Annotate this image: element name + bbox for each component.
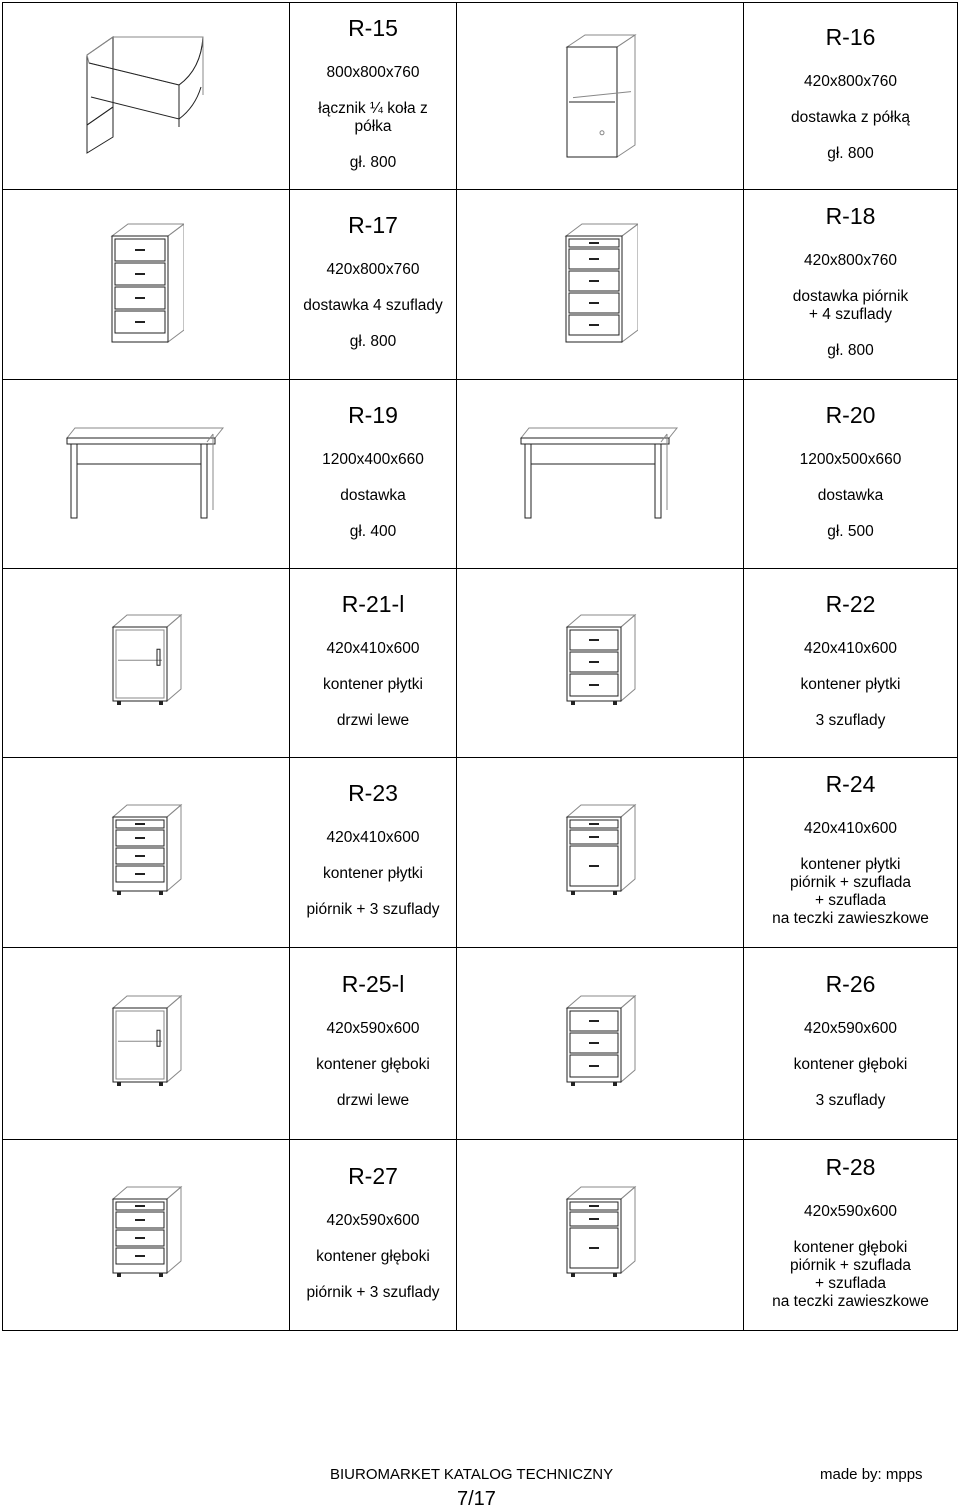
product-description bbox=[323, 865, 423, 883]
product-detail: 3 szuflady bbox=[815, 711, 886, 729]
product-info bbox=[290, 1140, 456, 1330]
product-code: R-22 bbox=[825, 590, 876, 617]
product-description bbox=[801, 676, 901, 694]
product-dimensions: 420x410x600 bbox=[803, 820, 898, 837]
pencil-four-drawer-extension-icon bbox=[562, 222, 638, 348]
three-drawer-container-icon bbox=[563, 613, 637, 713]
product-detail: gł. 800 bbox=[827, 342, 874, 359]
description-line: dostawka piórnik bbox=[792, 288, 909, 305]
product-drawing bbox=[457, 380, 743, 568]
product-info bbox=[290, 3, 456, 189]
desk-extension-icon bbox=[517, 424, 683, 524]
product-dimensions: 420x800x760 bbox=[326, 261, 420, 278]
description-line: kontener głęboki bbox=[793, 1238, 908, 1256]
page-number: 7/17 bbox=[457, 1488, 496, 1510]
product-info bbox=[744, 948, 957, 1139]
product-description bbox=[316, 1056, 430, 1074]
product-dimensions: 420x590x600 bbox=[326, 1020, 420, 1037]
product-drawing bbox=[457, 758, 743, 947]
catalog-name: BIUROMARKET KATALOG TECHNICZNY bbox=[330, 1466, 614, 1483]
product-description bbox=[323, 676, 423, 694]
product-description bbox=[340, 487, 405, 505]
product-drawing bbox=[3, 948, 289, 1139]
product-detail: gł. 800 bbox=[827, 144, 874, 162]
product-info bbox=[744, 380, 957, 568]
product-dimensions: 420x800x760 bbox=[803, 72, 898, 90]
pencil-three-drawer-container-icon bbox=[109, 803, 183, 903]
product-code: R-20 bbox=[825, 401, 876, 428]
door-container-icon bbox=[109, 994, 183, 1094]
product-drawing bbox=[457, 1140, 743, 1330]
product-info bbox=[290, 190, 456, 379]
product-code: R-27 bbox=[348, 1162, 398, 1189]
product-dimensions: 420x590x600 bbox=[803, 1020, 898, 1037]
product-code: R-19 bbox=[348, 401, 398, 428]
product-dimensions: 420x590x600 bbox=[803, 1202, 898, 1220]
description-line: na teczki zawieszkowe bbox=[772, 910, 929, 927]
product-drawing bbox=[3, 380, 289, 568]
product-drawing bbox=[457, 3, 743, 189]
table-rule bbox=[957, 2, 958, 1331]
product-dimensions: 420x800x760 bbox=[803, 252, 898, 269]
product-dimensions: 420x410x600 bbox=[803, 639, 898, 657]
product-info bbox=[744, 569, 957, 757]
description-line: + szuflada bbox=[814, 1274, 887, 1292]
desk-extension-icon bbox=[63, 424, 229, 524]
product-description bbox=[316, 1248, 430, 1266]
shelf-extension-icon bbox=[563, 33, 637, 159]
description-line: + szuflada bbox=[814, 892, 887, 909]
product-info bbox=[744, 1140, 957, 1330]
description-line: piórnik + szuflada bbox=[789, 874, 912, 891]
product-description bbox=[303, 297, 443, 315]
description-line: kontener płytki bbox=[323, 675, 423, 693]
description-line: dostawka 4 szuflady bbox=[303, 297, 443, 314]
product-description bbox=[791, 109, 910, 127]
product-description bbox=[818, 487, 883, 505]
author-credit: made by: mpps bbox=[820, 1466, 923, 1483]
product-detail: gł. 800 bbox=[349, 153, 397, 171]
product-code: R-18 bbox=[825, 203, 876, 229]
product-detail: gł. 800 bbox=[349, 333, 397, 350]
product-code: R-26 bbox=[825, 971, 876, 997]
product-code: R-17 bbox=[348, 212, 398, 238]
description-line: półka bbox=[354, 117, 392, 135]
description-line: na teczki zawieszkowe bbox=[772, 1292, 929, 1310]
product-code: R-16 bbox=[825, 23, 876, 50]
description-line: dostawka bbox=[340, 486, 406, 504]
description-line: kontener płytki bbox=[323, 865, 423, 882]
description-line: łącznik ¼ koła z bbox=[318, 99, 428, 117]
product-detail: gł. 500 bbox=[827, 522, 874, 540]
product-dimensions: 420x410x600 bbox=[326, 829, 420, 846]
product-code: R-21-l bbox=[341, 590, 405, 617]
table-rule bbox=[2, 1330, 958, 1331]
product-dimensions: 420x590x600 bbox=[326, 1211, 420, 1229]
file-drawer-container-icon bbox=[563, 1185, 637, 1285]
pencil-three-drawer-container-icon bbox=[109, 1185, 183, 1285]
description-line: piórnik + szuflada bbox=[789, 1256, 912, 1274]
product-drawing bbox=[457, 569, 743, 757]
corner-shelf-icon bbox=[83, 33, 209, 159]
product-detail: piórnik + 3 szuflady bbox=[306, 1283, 440, 1301]
product-detail: gł. 400 bbox=[349, 522, 397, 540]
product-info bbox=[290, 948, 456, 1139]
product-info bbox=[744, 190, 957, 379]
product-description bbox=[794, 1056, 908, 1074]
product-drawing bbox=[457, 190, 743, 379]
product-info bbox=[744, 3, 957, 189]
product-drawing bbox=[3, 569, 289, 757]
product-dimensions: 800x800x760 bbox=[326, 63, 420, 81]
product-dimensions: 420x410x600 bbox=[326, 639, 420, 657]
description-line: dostawka z półką bbox=[791, 108, 910, 126]
product-info bbox=[290, 380, 456, 568]
description-line: + 4 szuflady bbox=[808, 306, 893, 323]
description-line: kontener głęboki bbox=[316, 1247, 430, 1265]
product-description bbox=[793, 288, 908, 324]
product-drawing bbox=[3, 1140, 289, 1330]
four-drawer-extension-icon bbox=[108, 222, 184, 348]
description-line: kontener głęboki bbox=[793, 1056, 908, 1073]
product-code: R-24 bbox=[825, 771, 876, 797]
product-description bbox=[318, 100, 427, 136]
product-detail: drzwi lewe bbox=[336, 1092, 410, 1109]
product-detail: piórnik + 3 szuflady bbox=[306, 901, 440, 918]
description-line: dostawka bbox=[817, 486, 884, 504]
product-detail: drzwi lewe bbox=[336, 711, 410, 729]
product-description bbox=[772, 1239, 929, 1311]
door-container-icon bbox=[109, 613, 183, 713]
product-drawing bbox=[3, 758, 289, 947]
product-code: R-15 bbox=[348, 14, 398, 41]
product-drawing bbox=[3, 3, 289, 189]
file-drawer-container-icon bbox=[563, 803, 637, 903]
product-code: R-25-l bbox=[341, 971, 405, 997]
page-footer bbox=[0, 1460, 960, 1511]
description-line: kontener płytki bbox=[800, 675, 901, 693]
product-info bbox=[290, 569, 456, 757]
product-drawing bbox=[3, 190, 289, 379]
product-info bbox=[290, 758, 456, 947]
product-drawing bbox=[457, 948, 743, 1139]
description-line: kontener głęboki bbox=[316, 1056, 430, 1073]
product-description bbox=[772, 856, 929, 928]
product-code: R-28 bbox=[825, 1153, 876, 1180]
product-info bbox=[744, 758, 957, 947]
product-dimensions: 1200x500x660 bbox=[799, 450, 902, 468]
three-drawer-container-icon bbox=[563, 994, 637, 1094]
product-code: R-23 bbox=[348, 780, 398, 806]
description-line: kontener płytki bbox=[800, 856, 901, 873]
product-dimensions: 1200x400x660 bbox=[322, 450, 424, 468]
product-detail: 3 szuflady bbox=[815, 1092, 886, 1109]
